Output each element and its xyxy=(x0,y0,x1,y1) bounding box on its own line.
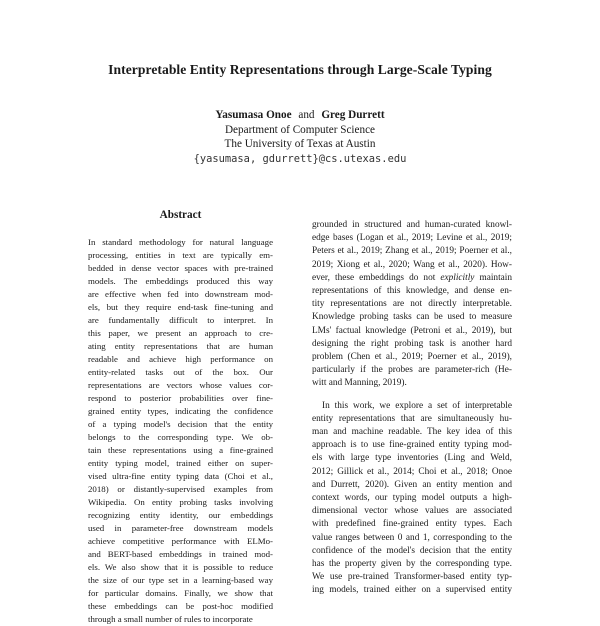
body-line: entity representations that are simultaneously hu- xyxy=(312,413,512,424)
body-line: confidence of the model's decision that the entity xyxy=(312,545,512,556)
author-1: Yasumasa Onoe xyxy=(215,109,292,121)
body-line: problem (Chen et al., 2019; Poerner et al., 2019), xyxy=(312,352,512,363)
body-line: witt and Manning, 2019). xyxy=(312,378,407,389)
abstract-line: the size of our type set in a learning-based way xyxy=(88,574,273,585)
abstract-heading: Abstract xyxy=(159,209,202,221)
abstract-line: this paper, we present an approach to cre- xyxy=(88,327,273,338)
abstract-line: belongs to the corresponding type. We ob- xyxy=(88,431,273,442)
body-line: with predefined fine-grained entity types. Each xyxy=(312,519,512,530)
abstract-line: els. We also show that it is possible to reduce xyxy=(88,561,273,572)
abstract-line: used in parameter-free downstream models xyxy=(88,522,273,533)
abstract-body xyxy=(88,236,273,626)
emphasis-text: explicitly xyxy=(440,272,475,283)
body-line: representations of this knowledge, and dense en- xyxy=(312,286,512,297)
body-line: We use pre-trained Transformer-based entity typ- xyxy=(312,572,512,583)
paper-title: Interpretable Entity Representations through Large-Scale Typing xyxy=(108,62,492,77)
abstract-line: Wikipedia. On entity probing tasks involving xyxy=(88,496,273,507)
body-line: designing the right probing task is another hard xyxy=(312,338,512,349)
author-2: Greg Durrett xyxy=(321,109,385,121)
body-line: LMs' factual knowledge (Petroni et al., 2019), but xyxy=(312,325,512,336)
body-line: edge bases (Logan et al., 2019; Levine et al., 2019; xyxy=(312,233,512,244)
abstract-line: these embeddings can be post-hoc modified xyxy=(88,600,273,611)
department: Department of Computer Science xyxy=(224,123,376,136)
author-names xyxy=(0,108,600,123)
abstract-line: models. The embeddings produced this way xyxy=(88,275,273,286)
author-conjunction: and xyxy=(298,109,315,121)
abstract-line: of a typing model's decision that the entity xyxy=(88,418,273,429)
abstract-line: for particular domains. Finally, we show that xyxy=(88,587,273,598)
body-line: and Durrett, 2020). Given an entity mention and xyxy=(312,479,512,490)
abstract-line: entity typing model, trained either on super- xyxy=(88,457,273,468)
abstract-line: readable and achieve high performance on xyxy=(88,353,273,364)
author-email: {yasumasa, gdurrett}@cs.utexas.edu xyxy=(193,152,407,165)
abstract-line: recognizing entity identity, our embeddings xyxy=(88,509,273,520)
abstract-line: achieve competitive performance with ELMo- xyxy=(88,535,273,546)
body-line: man and machine readable. The key idea of this xyxy=(312,427,512,438)
abstract-line: are effective when fed into downstream mod- xyxy=(88,288,273,299)
body-line: approach is to use fine-grained entity typing mod- xyxy=(312,440,512,451)
abstract-line: respond to posterior probabilities over fine- xyxy=(88,392,273,403)
body-line: ing models, trained either on a supervised entity xyxy=(312,585,512,596)
author-block xyxy=(0,108,600,166)
body-line: has the property given by the corresponding type. xyxy=(312,559,512,570)
body-line: particularly if the probes are parameter-rich (He- xyxy=(312,365,512,376)
abstract-line: els, but they require end-task fine-tuning and xyxy=(88,301,273,312)
abstract-line: 2018) or distantly-supervised examples from xyxy=(88,483,273,494)
body-line: 2012; Gillick et al., 2014; Choi et al., 2018; Onoe xyxy=(312,466,512,477)
body-line xyxy=(312,272,512,285)
abstract-line: are fundamentally difficult to interpret. In xyxy=(88,314,273,325)
abstract-line: representations are vectors whose values cor- xyxy=(88,379,273,390)
body-line: Peters et al., 2019; Zhang et al., 2019; Poerner et al., xyxy=(312,246,512,257)
abstract-line: In standard methodology for natural language xyxy=(88,237,273,247)
abstract-line: processing, entities in text are typically em- xyxy=(88,249,273,260)
body-line: 2019; Xiong et al., 2020; Wang et al., 2020). How- xyxy=(312,259,512,270)
abstract-line: through a small number of rules to incorporate xyxy=(88,613,253,624)
abstract-line: ating entity representations that are human xyxy=(88,340,273,351)
body-line: grounded in structured and human-curated knowl- xyxy=(312,220,512,230)
abstract-line: bedded in dense vector spaces with pre-trained xyxy=(88,262,273,273)
abstract-line: and BERT-based embeddings in trained mod- xyxy=(88,548,273,559)
body-line: context words, our typing model outputs a high- xyxy=(312,493,512,504)
body-line: In this work, we explore a set of interpretable xyxy=(322,400,512,411)
paragraph-gap xyxy=(312,391,512,400)
university: The University of Texas at Austin xyxy=(224,138,376,151)
body-line: value ranges between 0 and 1, corresponding to the xyxy=(312,532,512,543)
body-line: tity representations are not directly interpretable. xyxy=(312,299,512,310)
body-text-fragment: ever, these embeddings do not xyxy=(312,272,441,283)
body-line: els with large type inventories (Ling and Weld, xyxy=(312,453,512,464)
abstract-line: tain these representations using a fine-grained xyxy=(88,444,273,455)
body-text-fragment: maintain xyxy=(474,272,513,283)
body-line: Knowledge probing tasks can be used to measure xyxy=(312,312,512,323)
abstract-line: vised ultra-fine entity typing data (Choi et al., xyxy=(88,470,273,481)
abstract-line: grained entity types, indicating the confidence xyxy=(88,405,273,416)
body-text xyxy=(312,219,512,598)
abstract-line: entity-related tasks out of the box. Our xyxy=(88,366,273,377)
body-line: dimensional vector whose values are associated xyxy=(312,506,512,517)
